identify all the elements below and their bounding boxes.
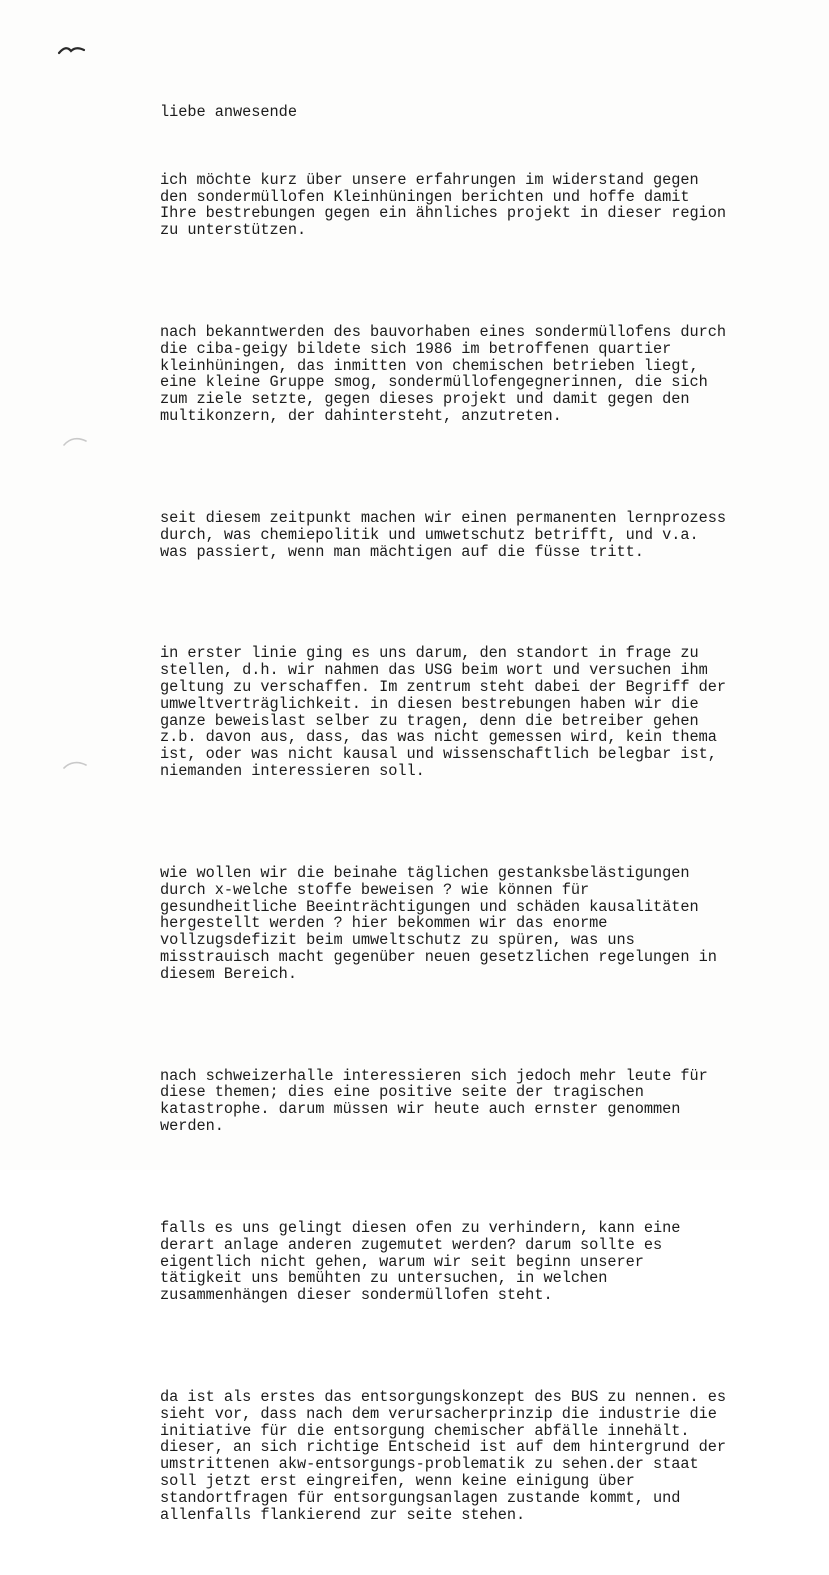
text-line: diesem Bereich. — [160, 965, 297, 984]
punch-hole-shadow — [62, 758, 88, 772]
text-line: gesundheitliche Beeinträchtigungen und schäden kausalitäten — [160, 897, 699, 916]
text-line: falls es uns gelingt diesen ofen zu verhindern, kann eine — [160, 1218, 681, 1237]
letter-body — [160, 104, 800, 1575]
text-line: werden. — [160, 1117, 224, 1136]
text-line: seit diesem zeitpunkt machen wir einen permanenten lernprozess — [160, 508, 727, 527]
text-line: katastrophe. darum müssen wir heute auch ernster genommen — [160, 1100, 681, 1119]
text-line: sieht vor, dass nach dem verursacherprinzip die industrie die — [160, 1404, 717, 1423]
salutation: liebe anwesende — [160, 103, 297, 121]
text-line: misstrauisch macht gegenüber neuen gesetzlichen regelungen in — [160, 948, 717, 967]
text-line: wie wollen wir die beinahe täglichen gestanksbelästigungen — [160, 863, 690, 882]
paragraph — [160, 1034, 800, 1169]
text-line: durch, was chemiepolitik und umwetschutz betrifft, und v.a. — [160, 525, 699, 544]
text-line: zum ziele setzte, gegen dieses projekt und damit gegen den — [160, 390, 690, 409]
text-line: stellen, d.h. wir nahmen das USG beim wort und versuchen ihm — [160, 660, 708, 679]
text-line: zu unterstützen. — [160, 221, 307, 240]
text-line: nach bekanntwerden des bauvorhaben eines sondermüllofens durch — [160, 322, 727, 341]
paragraph — [160, 138, 800, 273]
text-line: z.b. davon aus, dass, das was nicht gemessen wird, kein thema — [160, 728, 717, 747]
text-line: umweltverträglichkeit. in diesen bestrebungen haben wir die — [160, 694, 699, 713]
text-line: was passiert, wenn man mächtigen auf die füsse tritt. — [160, 542, 644, 561]
paragraph — [160, 1355, 800, 1558]
paragraph — [160, 831, 800, 1017]
text-line: umstrittenen akw-entsorgungs-problematik zu sehen.der staat — [160, 1455, 699, 1474]
text-line: multikonzern, der dahintersteht, anzutreten. — [160, 407, 562, 426]
text-line: zusammenhängen dieser sondermüllofen steht. — [160, 1286, 553, 1305]
text-line: diese themen; dies eine positive seite der tragischen — [160, 1083, 644, 1102]
text-line: initiative für die entsorgung chemischer abfälle innehält. — [160, 1421, 690, 1440]
text-line: hergestellt werden ? hier bekommen wir das enorme — [160, 914, 608, 933]
text-line: da ist als erstes das entsorgungskonzept des BUS zu nennen. es — [160, 1387, 727, 1406]
text-line: die ciba-geigy bildete sich 1986 im betroffenen quartier — [160, 339, 672, 358]
text-line: eine kleine Gruppe smog, sondermüllofengegnerinnen, die sich — [160, 373, 708, 392]
paragraph — [160, 1186, 800, 1338]
text-line: tätigkeit uns bemühten zu untersuchen, in welchen — [160, 1269, 608, 1288]
handwritten-mark — [56, 40, 90, 58]
text-line: durch x-welche stoffe beweisen ? wie können für — [160, 880, 590, 899]
text-line: kleinhüningen, das inmitten von chemischen betrieben liegt, — [160, 356, 699, 375]
text-line: ich möchte kurz über unsere erfahrungen im widerstand gegen — [160, 170, 699, 189]
paragraph — [160, 611, 800, 814]
text-line: den sondermüllofen Kleinhüningen berichten und hoffe damit — [160, 187, 690, 206]
text-line: geltung zu verschaffen. Im zentrum steht dabei der Begriff der — [160, 677, 727, 696]
paragraph — [160, 290, 800, 459]
text-line: soll jetzt erst eingreifen, wenn keine einigung über — [160, 1472, 635, 1491]
text-line: nach schweizerhalle interessieren sich jedoch mehr leute für — [160, 1066, 708, 1085]
text-line: standortfragen für entsorgungsanlagen zustande kommt, und — [160, 1489, 681, 1508]
text-line: vollzugsdefizit beim umweltschutz zu spüren, was uns — [160, 931, 635, 950]
text-line: dieser, an sich richtige Entscheid ist auf dem hintergrund der — [160, 1438, 727, 1457]
text-line: eigentlich nicht gehen, warum wir seit beginn unserer — [160, 1252, 644, 1271]
text-line: Ihre bestrebungen gegen ein ähnliches projekt in dieser region — [160, 204, 727, 223]
text-line: ist, oder was nicht kausal und wissenschaftlich belegbar ist, — [160, 745, 717, 764]
punch-hole-shadow — [62, 434, 88, 448]
text-line: allenfalls flankierend zur seite stehen. — [160, 1506, 526, 1525]
text-line: niemanden interessieren soll. — [160, 762, 425, 781]
text-line: derart anlage anderen zugemutet werden? darum sollte es — [160, 1235, 663, 1254]
paragraph — [160, 476, 800, 594]
text-line: in erster linie ging es uns darum, den standort in frage zu — [160, 643, 699, 662]
text-line: ganze beweislast selber zu tragen, denn die betreiber gehen — [160, 711, 699, 730]
